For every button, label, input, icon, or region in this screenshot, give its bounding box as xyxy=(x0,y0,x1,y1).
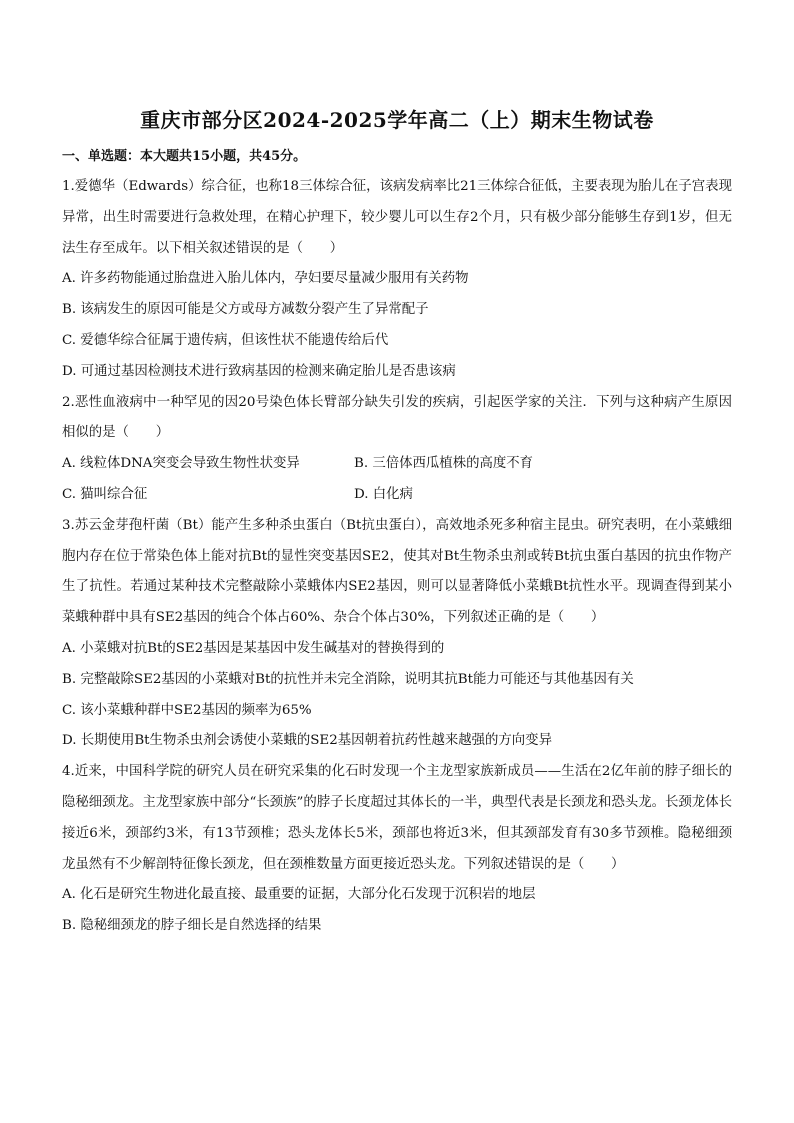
option-a: A. 线粒体DNA突变会导致生物性状变异 xyxy=(62,456,300,472)
option-d: D. 长期使用Bt生物杀虫剂会诱使小菜蛾的SE2基因朝着抗药性越来越强的方向变异 xyxy=(62,733,552,749)
option-c: C. 该小菜蛾种群中SE2基因的频率为65% xyxy=(62,702,312,718)
question-stem: 1.爱德华（Edwards）综合征，也称18三体综合征，该病发病率比21三体综合征低，主要表现为胎儿在子宫表现异常，出生时需要进行急救处理，在精心护理下，较少婴儿可以生存2个月，只有极少部分能够生存到1岁，但无法生存至成年。以下相关叙述错误的是（ ） xyxy=(62,179,732,256)
option-d: D. 可通过基因检测技术进行致病基因的检测来确定胎儿是否患该病 xyxy=(62,363,456,379)
option-d: D. 白化病 xyxy=(354,486,413,502)
option-b: B. 隐秘细颈龙的脖子细长是自然选择的结果 xyxy=(62,918,322,934)
option-a: A. 化石是研究生物进化最直接、最重要的证据，大部分化石发现于沉积岩的地层 xyxy=(62,887,536,903)
question-1 xyxy=(62,172,732,388)
section-header: 一、单选题：本大题共15小题，共45分。 xyxy=(62,149,307,164)
option-a: A. 许多药物能通过胎盘进入胎儿体内，孕妇要尽量减少服用有关药物 xyxy=(62,271,469,287)
option-c: C. 爱德华综合征属于遗传病，但该性状不能遗传给后代 xyxy=(62,332,389,348)
page-title: 重庆市部分区2024-2025学年高二（上）期末生物试卷 xyxy=(140,108,654,132)
option-b: B. 完整敲除SE2基因的小菜蛾对Bt的抗性并未完全消除，说明其抗Bt能力可能还与其他基因有关 xyxy=(62,671,634,687)
question-stem: 4.近来，中国科学院的研究人员在研究采集的化石时发现一个主龙型家族新成员——生活在2亿年前的脖子细长的隐秘细颈龙。主龙型家族中部分“长颈族”的脖子长度超过其体长的一半，典型代表是长颈龙和恐头龙。长颈龙体长接近6米，颈部约3米，有13节颈椎；恐头龙体长5米，颈部也将近3米，但其颈部发育有30多节颈椎。隐秘细颈龙虽然有不少解剖特征像长颈龙，但在颈椎数量方面更接近恐头龙。下列叙述错误的是（ ） xyxy=(62,764,732,872)
option-row xyxy=(62,449,732,480)
question-list xyxy=(62,172,732,942)
option-b: B. 三倍体西瓜植株的高度不育 xyxy=(354,456,534,472)
option-a: A. 小菜蛾对抗Bt的SE2基因是某基因中发生碱基对的替换得到的 xyxy=(62,640,445,656)
option-c: C. 猫叫综合征 xyxy=(62,486,148,502)
question-stem: 3.苏云金芽孢杆菌（Bt）能产生多种杀虫蛋白（Bt抗虫蛋白），高效地杀死多种宿主昆虫。研究表明，在小菜蛾细胞内存在位于常染色体上能对抗Bt的显性突变基因SE2，使其对Bt生物杀虫剂或转Bt抗虫蛋白基因的抗虫作物产生了抗性。若通过某种技术完整敲除小菜蛾体内SE2基因，则可以显著降低小菜蛾Bt抗性水平。现调查得到某小菜蛾种群中具有SE2基因的纯合个体占60%、杂合个体占30%，下列叙述正确的是（ ） xyxy=(62,517,732,626)
question-stem: 2.恶性血液病中一种罕见的因20号染色体长臂部分缺失引发的疾病，引起医学家的关注．下列与这种病产生原因相似的是（ ） xyxy=(62,394,732,441)
question-4 xyxy=(62,757,732,942)
question-2 xyxy=(62,388,732,511)
question-3 xyxy=(62,511,732,757)
option-row xyxy=(62,480,732,511)
option-b: B. 该病发生的原因可能是父方或母方减数分裂产生了异常配子 xyxy=(62,302,429,318)
